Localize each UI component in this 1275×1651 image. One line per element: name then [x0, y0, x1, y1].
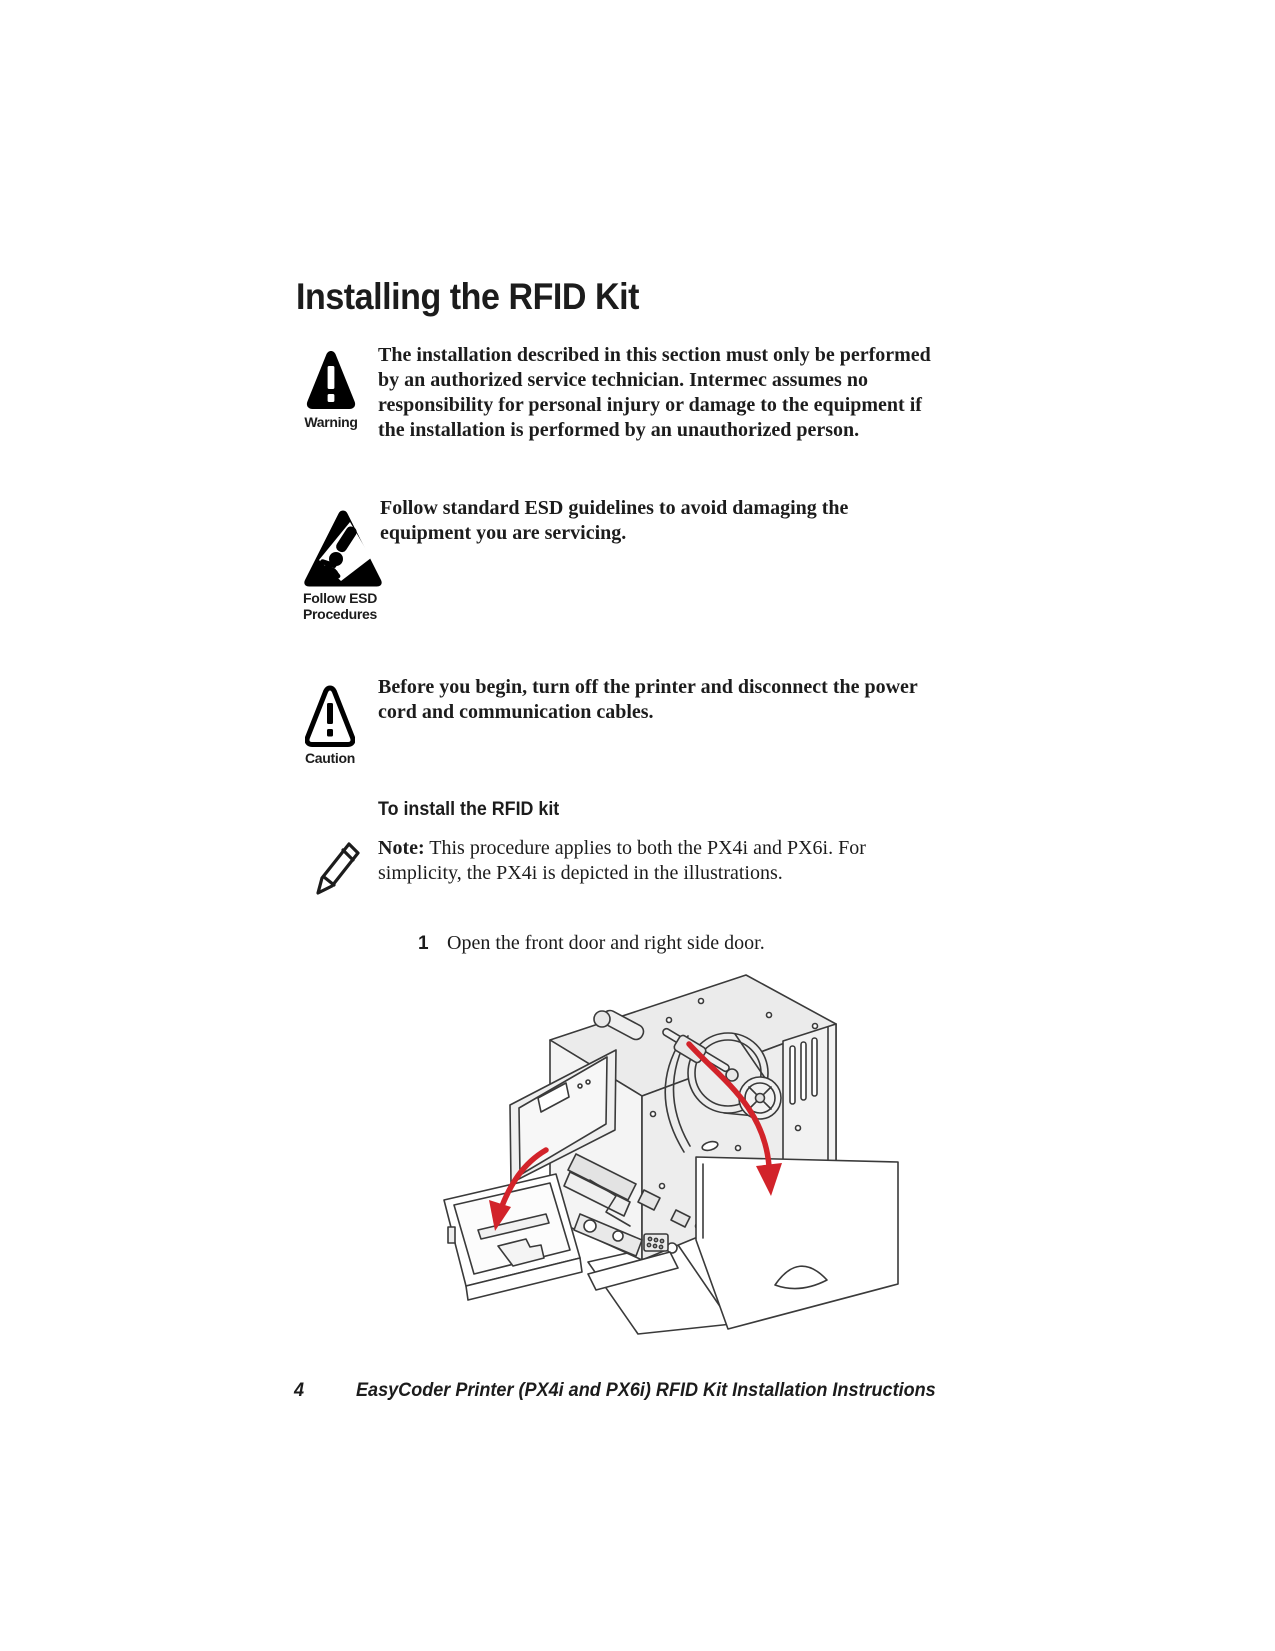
step-text: Open the front door and right side door. — [447, 932, 765, 954]
warning-triangle-icon — [306, 350, 356, 410]
caution-label: Caution — [304, 750, 355, 766]
note-label: Note: — [378, 837, 425, 859]
step-number: 1 — [418, 933, 429, 954]
note-pencil-icon — [314, 841, 360, 897]
esd-label: Follow ESD Procedures — [303, 590, 378, 622]
page-title: Installing the RFID Kit — [296, 276, 640, 317]
esd-icon — [303, 509, 383, 587]
warning-text: The installation described in this section must only be performed by an authorized service technician. Intermec assumes no responsibility for personal injury or damage to the equipment if the installation is performed by an unauthorized person. — [378, 344, 931, 441]
warning-label: Warning — [304, 414, 358, 430]
note-paragraph — [378, 836, 930, 886]
printer-illustration — [438, 928, 908, 1343]
footer-text: EasyCoder Printer (PX4i and PX6i) RFID Kit Installation Instructions — [356, 1380, 936, 1401]
note-text: This procedure applies to both the PX4i and PX6i. For simplicity, the PX4i is depicted in the illustrations. — [378, 837, 866, 884]
caution-triangle-icon — [305, 684, 355, 748]
footer-page-number: 4 — [294, 1380, 305, 1401]
esd-text: Follow standard ESD guidelines to avoid damaging the equipment you are servicing. — [380, 497, 849, 544]
caution-text: Before you begin, turn off the printer and disconnect the power cord and communication cables. — [378, 676, 918, 723]
right-side-door — [696, 1157, 898, 1329]
procedure-heading: To install the RFID kit — [378, 799, 560, 820]
